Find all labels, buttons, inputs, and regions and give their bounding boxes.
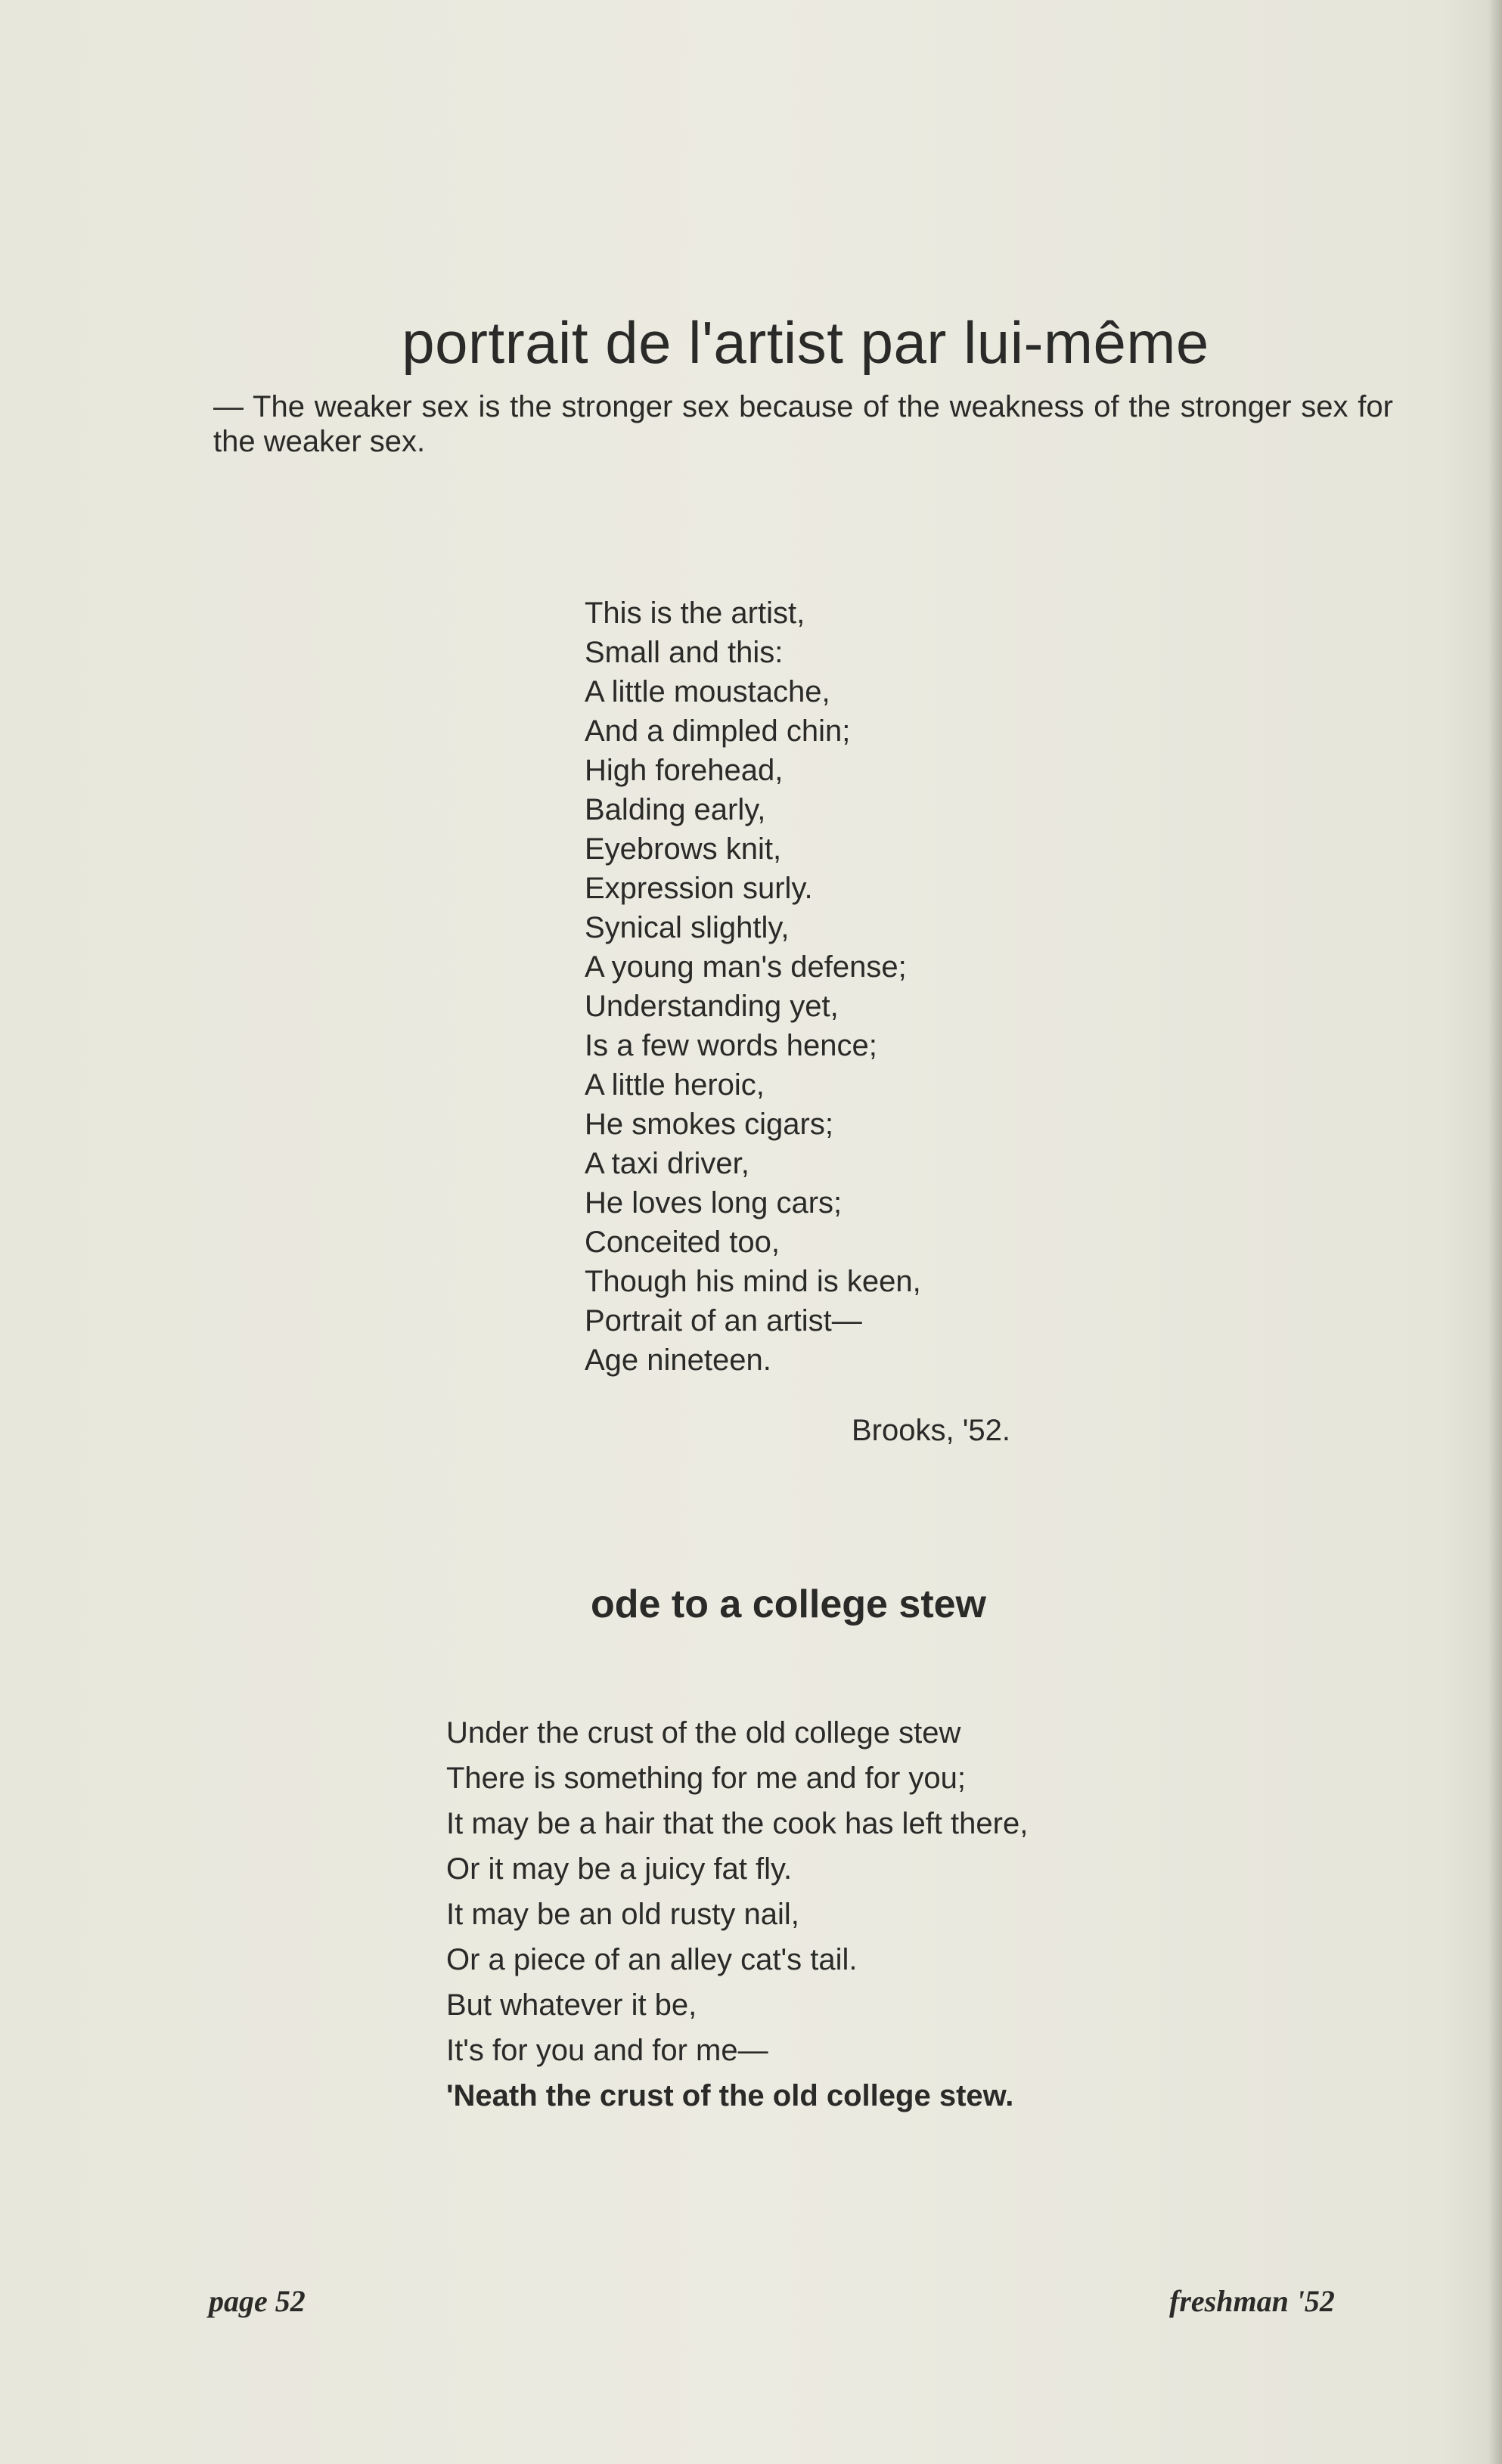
poem-line: A taxi driver,: [585, 1147, 749, 1180]
poem-title: portrait de l'artist par lui-même: [402, 309, 1209, 376]
poem-author: Brooks, '52.: [852, 1414, 1010, 1447]
poem-line: High forehead,: [585, 754, 784, 787]
poem-line: He smokes cigars;: [585, 1108, 833, 1141]
poem-line: He loves long cars;: [585, 1186, 843, 1220]
poem-line: It may be a hair that the cook has left there,: [446, 1807, 1029, 1840]
poem-line: A little heroic,: [585, 1068, 765, 1102]
poem-line: But whatever it be,: [446, 1988, 697, 2022]
poem-line: Synical slightly,: [585, 911, 790, 944]
poem-line: A young man's defense;: [585, 950, 907, 984]
poem-epigraph: — The weaker sex is the stronger sex because of the weakness of the stronger sex for the weaker sex.: [213, 390, 1393, 458]
poem-line: Small and this:: [585, 636, 784, 669]
poem-line: Is a few words hence;: [585, 1029, 877, 1062]
page-number: page 52: [209, 2284, 306, 2318]
poem-line: There is something for me and for you;: [446, 1762, 966, 1795]
poem-line: Portrait of an artist—: [585, 1304, 862, 1337]
poem-line: Expression surly.: [585, 872, 813, 905]
poem-line: Balding early,: [585, 793, 766, 826]
poem-line: This is the artist,: [585, 597, 805, 630]
poem-line: Age nineteen.: [585, 1344, 771, 1377]
poem-line: Though his mind is keen,: [585, 1265, 921, 1298]
poem-line: A little moustache,: [585, 675, 830, 708]
poem-line: Understanding yet,: [585, 990, 839, 1023]
poem-line: Eyebrows knit,: [585, 832, 782, 866]
poem-line: Or it may be a juicy fat fly.: [446, 1852, 793, 1886]
poem-line: And a dimpled chin;: [585, 714, 851, 748]
poem-line: Conceited too,: [585, 1226, 780, 1259]
publication-name: freshman '52: [1169, 2284, 1335, 2318]
poem-body: [585, 594, 921, 1380]
second-poem-title: ode to a college stew: [590, 1582, 987, 1626]
poem-line: 'Neath the crust of the old college stew.: [446, 2079, 1014, 2112]
poem-line: Under the crust of the old college stew: [446, 1716, 961, 1750]
poem-line: It may be an old rusty nail,: [446, 1898, 799, 1931]
poem-line: It's for you and for me—: [446, 2034, 768, 2067]
second-poem-body: [446, 1710, 1028, 2118]
poem-line: Or a piece of an alley cat's tail.: [446, 1943, 858, 1976]
